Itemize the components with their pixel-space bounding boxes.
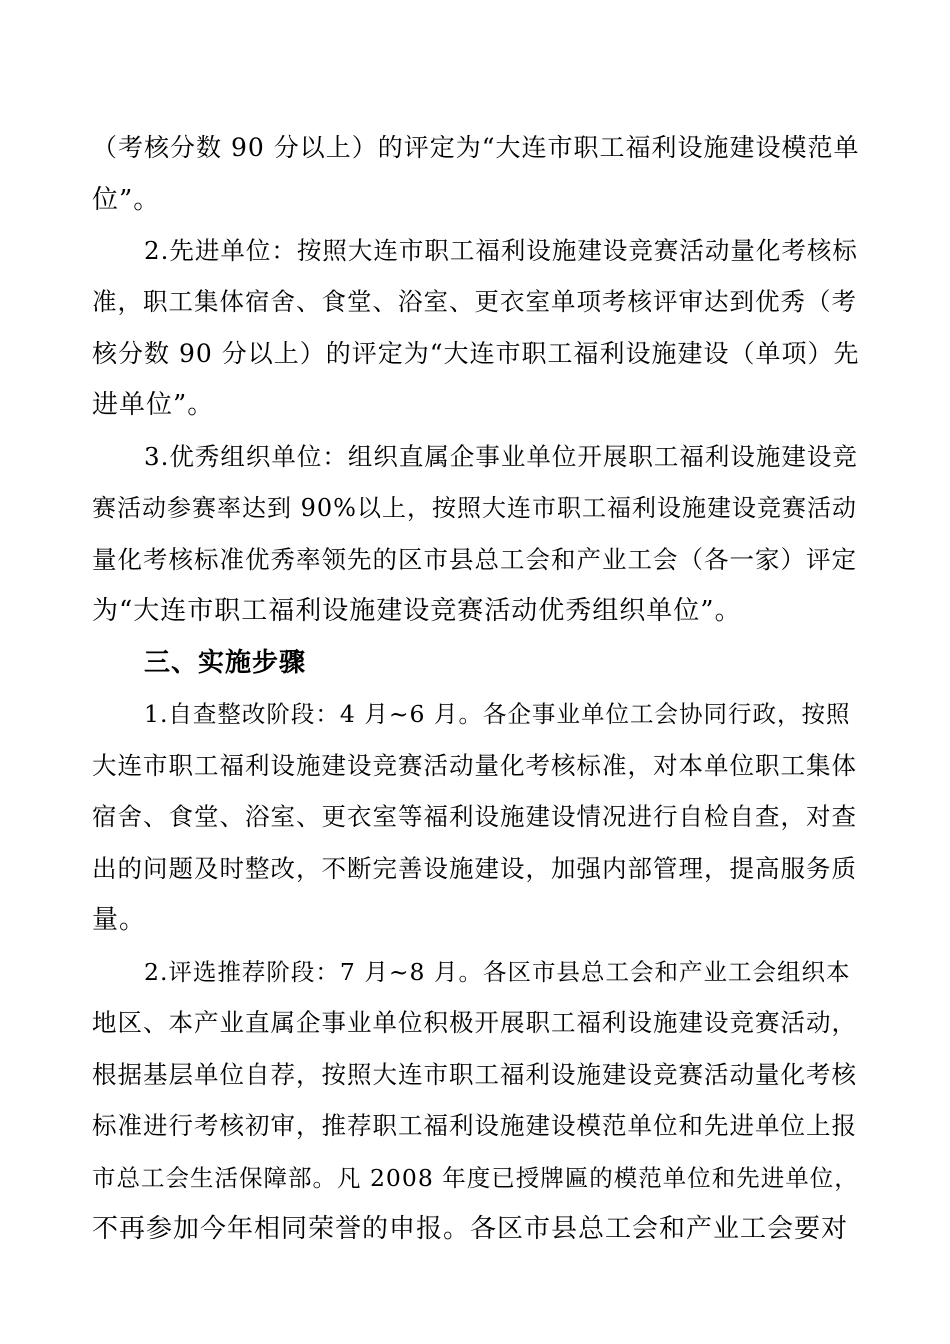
- text-line: 出的问题及时整改，不断完善设施建设，加强内部管理，提高服务质: [92, 854, 857, 883]
- text-line: 量化考核标准优秀率领先的区市县总工会和产业工会（各一家）评定: [92, 545, 857, 574]
- text-line: 为“大连市职工福利设施建设竞赛活动优秀组织单位”。: [92, 596, 742, 626]
- text-line: 地区、本产业直属企事业单位积极开展职工福利设施建设竞赛活动，: [92, 1008, 857, 1037]
- paragraph-start-excellent-organizer: 3.优秀组织单位：组织直属企事业单位开展职工福利设施建设竞: [144, 442, 858, 471]
- text-line: 核分数 90 分以上）的评定为“大连市职工福利设施建设（单项）先: [92, 339, 860, 368]
- paragraph-start-advanced-unit: 2.先进单位：按照大连市职工福利设施建设竞赛活动量化考核标: [144, 236, 858, 265]
- text-line: 准，职工集体宿舍、食堂、浴室、更衣室单项考核评审达到优秀（考: [92, 287, 857, 316]
- text-line: 根据基层单位自荐，按照大连市职工福利设施建设竞赛活动量化考核: [92, 1060, 857, 1089]
- text-line: 量。: [92, 905, 147, 935]
- paragraph-start-selection: 2.评选推荐阶段：7 月~8 月。各区市县总工会和产业工会组织本: [144, 958, 851, 986]
- text-line: 宿舍、食堂、浴室、更衣室等福利设施建设情况进行自检自查，对查: [92, 802, 857, 831]
- paragraph-start-self-check: 1.自查整改阶段：4 月~6 月。各企事业单位工会协同行政，按照: [144, 700, 851, 728]
- text-line: （考核分数 90 分以上）的评定为“大连市职工福利设施建设模范单: [92, 133, 860, 162]
- text-line: 市总工会生活保障部。凡 2008 年度已授牌匾的模范单位和先进单位，: [92, 1164, 859, 1192]
- section-heading-implementation-steps: 三、实施步骤: [144, 648, 307, 678]
- text-line: 标准进行考核初审，推荐职工福利设施建设模范单位和先进单位上报: [92, 1111, 857, 1140]
- text-line: 不再参加今年相同荣誉的申报。各区市县总工会和产业工会要对: [92, 1214, 849, 1244]
- text-line: 赛活动参赛率达到 90%以上，按照大连市职工福利设施建设竞赛活动: [92, 494, 857, 522]
- text-line: 大连市职工福利设施建设竞赛活动量化考核标准，对本单位职工集体: [92, 751, 857, 780]
- text-line: 进单位”。: [92, 390, 215, 420]
- text-line: 位”。: [92, 185, 161, 215]
